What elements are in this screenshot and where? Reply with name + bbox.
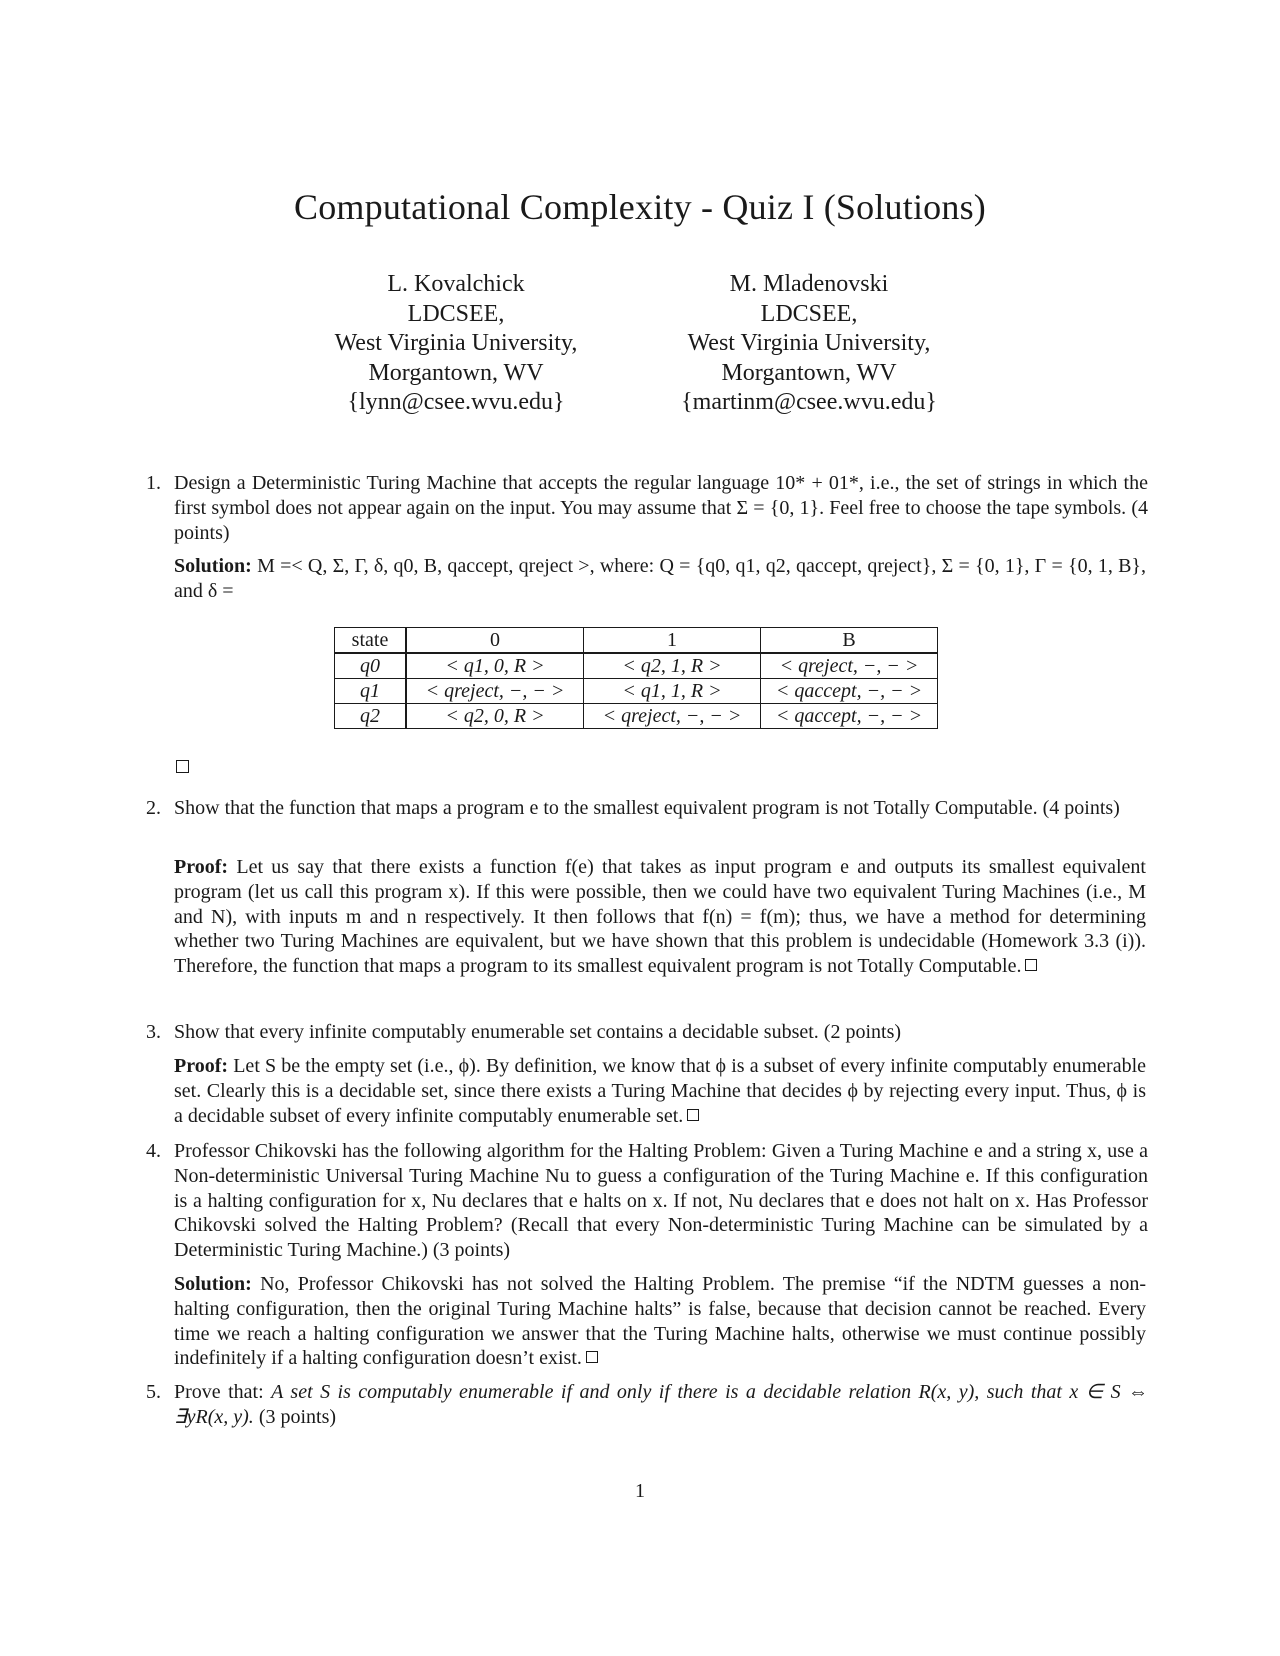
solution-text: No, Professor Chikovski has not solved the Halting Problem. The premise “if the NDTM guesses a non-halting configuration, then the original Turing Machine halts” is false, because that decision cannot be reached. Every time we reach a halting configuration we answer that the Turing Machine halts, otherwise we must continue possibly indefinitely if a halting configuration doesn’t exist.: [174, 1273, 1146, 1370]
qed-square-icon: [687, 1109, 699, 1121]
question-statement: A set S is computably enumerable if and only if there is a decidable relation R(x, y), such that x ∈ S ⇔ ∃yR(x, y).: [174, 1381, 1149, 1428]
table-cell: < q2, 0, R >: [406, 704, 584, 729]
table-header-cell: B: [761, 628, 938, 654]
table-cell: < qreject, −, − >: [761, 653, 938, 679]
table-header-row: [335, 628, 938, 654]
question-number: 1.: [146, 472, 161, 494]
qed-square-icon: [1025, 959, 1037, 971]
table-cell: < q2, 1, R >: [584, 653, 761, 679]
table-header-cell: state: [335, 628, 407, 654]
table-header-cell: 1: [584, 628, 761, 654]
table-row: [335, 679, 938, 704]
author-email: {lynn@csee.wvu.edu}: [347, 389, 565, 415]
proof-3: [174, 1054, 1146, 1128]
author-block-1: [296, 270, 616, 418]
author-block-2: [649, 270, 969, 418]
author-email: {martinm@csee.wvu.edu}: [681, 389, 937, 415]
table-cell: < qreject, −, − >: [406, 679, 584, 704]
author-name: L. Kovalchick: [387, 271, 525, 297]
table-header-cell: 0: [406, 628, 584, 654]
table-cell: q2: [335, 704, 407, 729]
question-text: Design a Deterministic Turing Machine that accepts the regular language 10* + 01*, i.e., the set of strings in which the first symbol does not appear again on the input. You may assume that Σ = {0, 1}. Feel free to choose the tape symbols. (4 points): [174, 472, 1148, 544]
solution-text: M =< Q, Σ, Γ, δ, q0, B, qaccept, qreject >, where: Q = {q0, q1, q2, qaccept, qreject}, Σ = {0, 1}, Γ = {0, 1, B}, and δ =: [174, 555, 1147, 602]
question-5: [146, 1380, 1149, 1430]
proof-label: Proof:: [174, 1055, 229, 1077]
table-cell: q0: [335, 653, 407, 679]
proof-2: [174, 855, 1146, 979]
author-dept: LDCSEE,: [407, 300, 505, 327]
qed-square-icon: [176, 760, 189, 773]
question-number: 2.: [146, 797, 161, 819]
table-cell: < qaccept, −, − >: [761, 679, 938, 704]
solution-1: [174, 554, 1146, 604]
author-city: Morgantown, WV: [721, 359, 897, 386]
table-row: [335, 704, 938, 729]
question-text: Show that the function that maps a program e to the smallest equivalent program is not Totally Computable. (4 points): [174, 797, 1120, 819]
solution-label: Solution:: [174, 555, 252, 577]
transition-table: [334, 627, 938, 729]
table-row: [335, 653, 938, 679]
proof-text: Let us say that there exists a function f(e) that takes as input program e and outputs its smallest equivalent program (let us call this program x). If this were possible, then we could have two equivalent Turing Machines (i.e., M and N), with inputs m and n respectively. It then follows that f(n) = f(m); thus, we have a method for determining whether two Turing Machines are equivalent, but we have shown that this problem is undecidable (Homework 3.3 (i)). Therefore, the function that maps a program to its smallest equivalent program is not Totally Computable.: [174, 856, 1146, 978]
author-name: M. Mladenovski: [729, 271, 889, 297]
question-prefix: Prove that:: [174, 1381, 264, 1403]
solution-label: Solution:: [174, 1273, 252, 1295]
question-2: [146, 796, 1146, 821]
question-number: 3.: [146, 1021, 161, 1043]
author-dept: LDCSEE,: [760, 300, 858, 327]
proof-label: Proof:: [174, 856, 229, 878]
table-cell: < q1, 0, R >: [406, 653, 584, 679]
question-number: 5.: [146, 1381, 161, 1403]
solution-4: [174, 1272, 1146, 1371]
question-text: [174, 1380, 1148, 1430]
table-cell: < qaccept, −, − >: [761, 704, 938, 729]
question-3: [146, 1020, 1146, 1045]
author-univ: West Virginia University,: [687, 330, 931, 356]
proof-text: Let S be the empty set (i.e., ϕ). By definition, we know that ϕ is a subset of every infinite computably enumerable set. Clearly this is a decidable set, since there exists a Turing Machine that decides ϕ by rejecting every input. Thus, ϕ is a decidable subset of every infinite computably enumerable set.: [174, 1055, 1147, 1127]
table-cell: < qreject, −, − >: [584, 704, 761, 729]
question-number: 4.: [146, 1140, 161, 1162]
question-text: Professor Chikovski has the following algorithm for the Halting Problem: Given a Turing Machine e and a string x, use a Non-deterministic Universal Turing Machine Nu to guess a configuration of the Turing Machine e. If this configuration is a halting configuration for x, Nu declares that e halts on x. If not, Nu declares that e does not halt on x. Has Professor Chikovski solved the Halting Problem? (Recall that every Non-deterministic Turing Machine can be simulated by a Deterministic Turing Machine.) (3 points): [174, 1140, 1148, 1262]
page-number: 1: [635, 1480, 645, 1502]
question-1: [146, 471, 1146, 545]
question-points: (3 points): [258, 1405, 337, 1428]
question-4: [146, 1139, 1146, 1263]
table-cell: q1: [335, 679, 407, 704]
question-text: Show that every infinite computably enumerable set contains a decidable subset. (2 points): [174, 1021, 902, 1043]
qed-square-icon: [586, 1351, 598, 1363]
author-city: Morgantown, WV: [368, 359, 544, 386]
paper-title: Computational Complexity - Quiz I (Solutions): [294, 187, 986, 227]
table-cell: < q1, 1, R >: [584, 679, 761, 704]
author-univ: West Virginia University,: [334, 330, 578, 356]
